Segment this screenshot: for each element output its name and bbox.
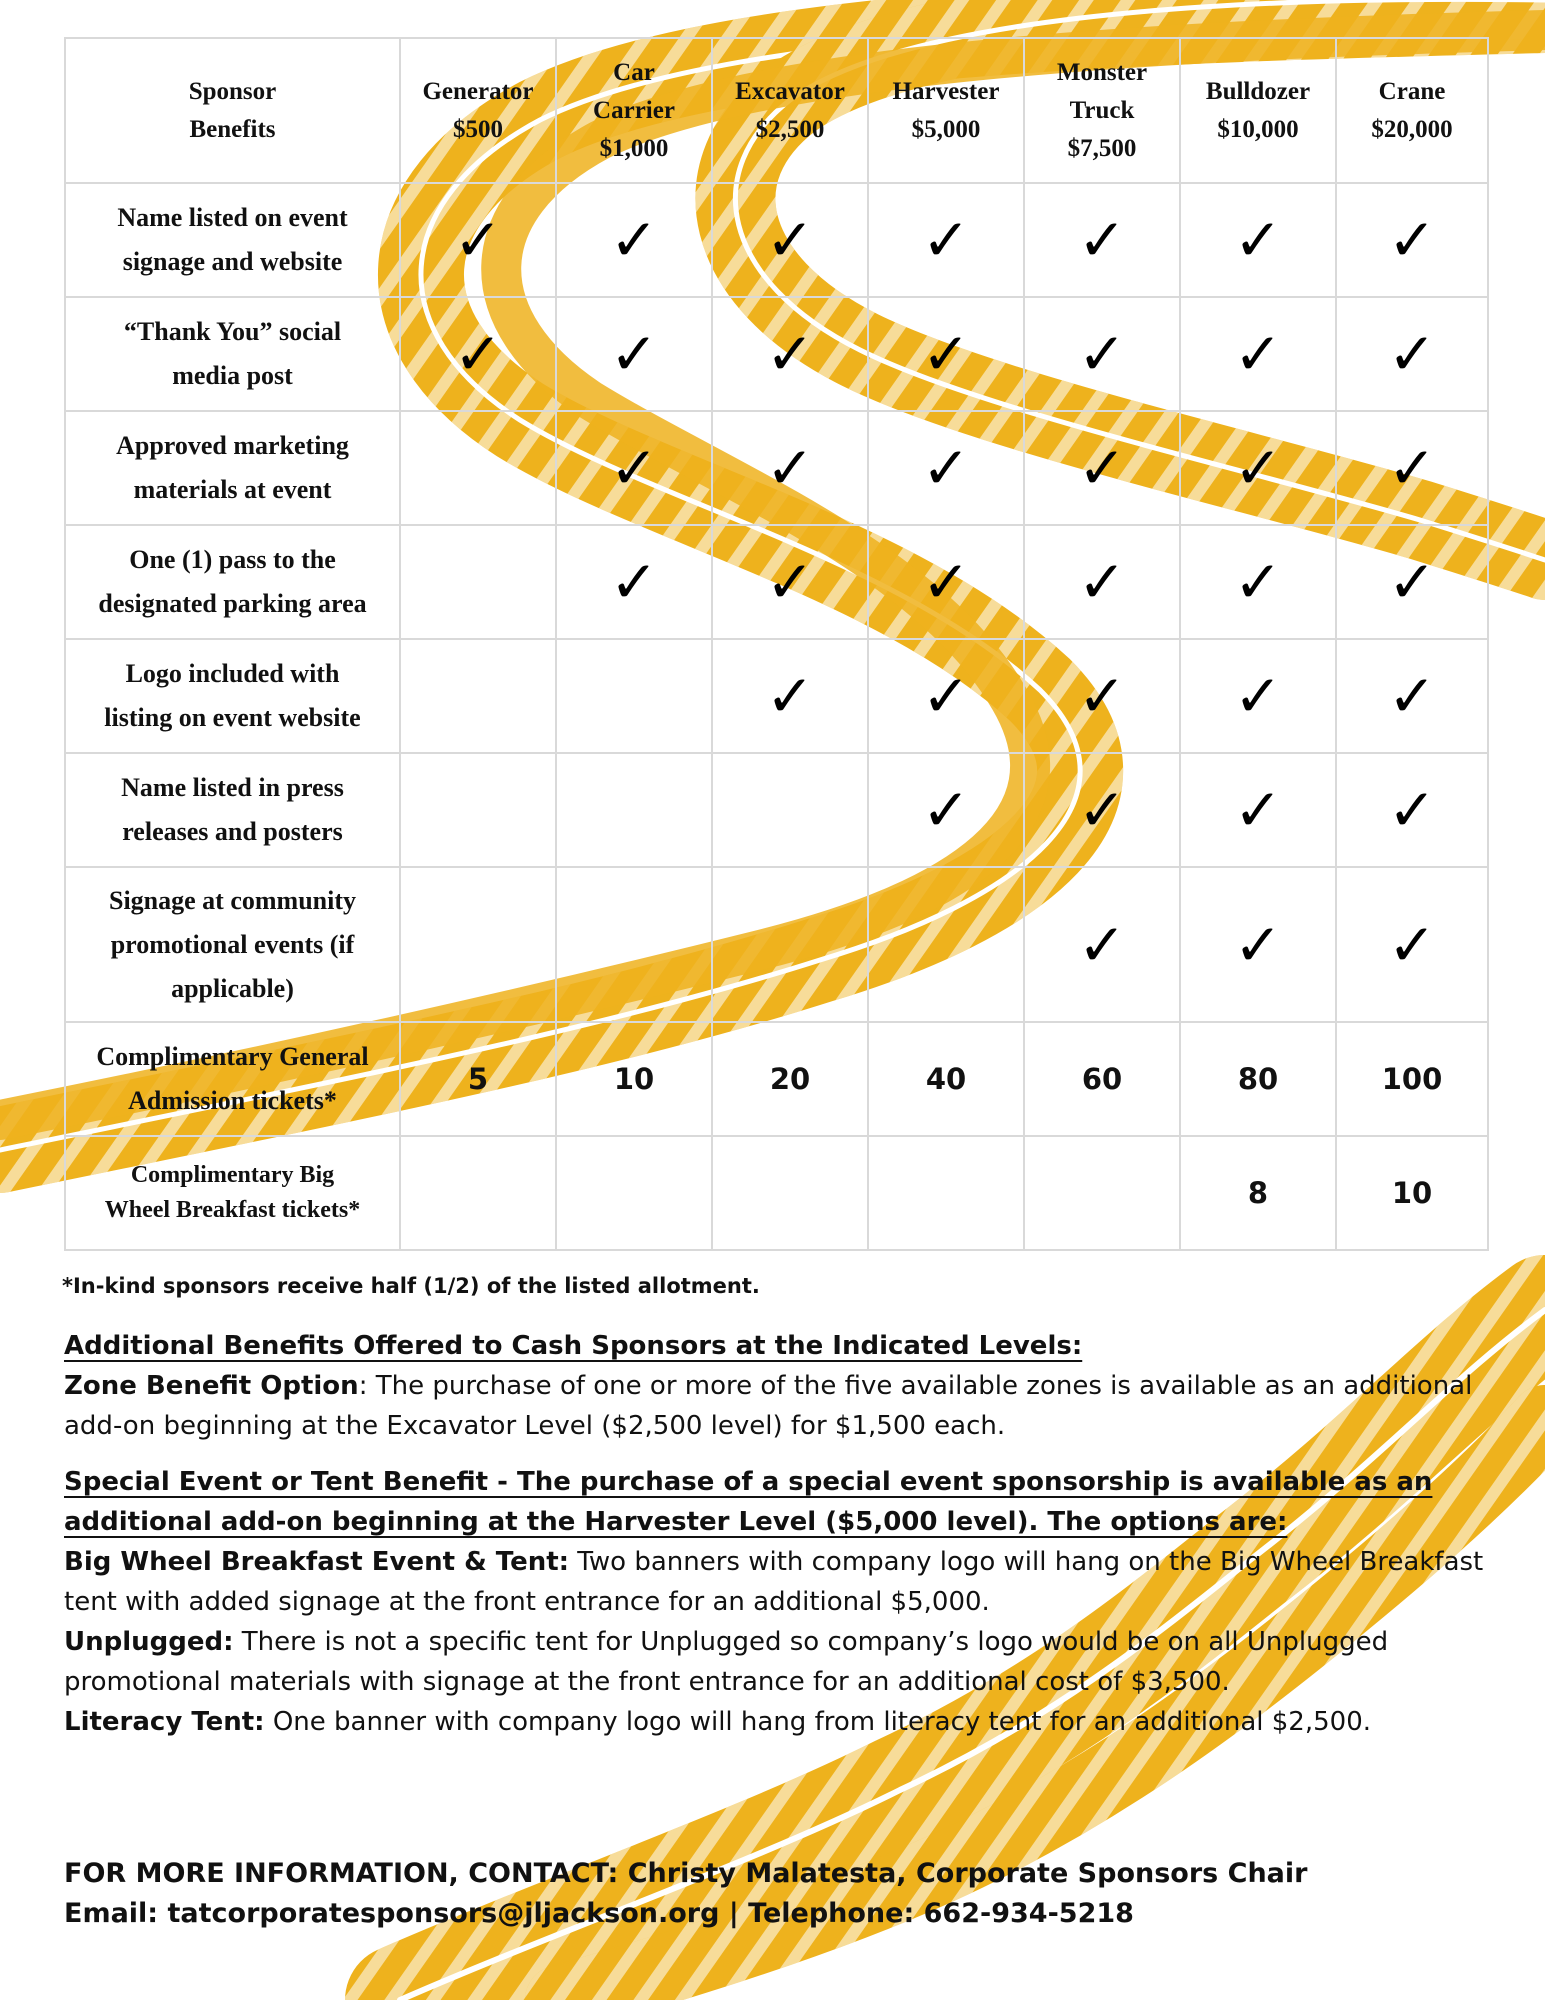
special-event-heading: Special Event or Tent Benefit - The purchase of a special event sponsorship is available as an additional add-on beginning at the Harvester Level ($5,000 level). The options are: — [64, 1467, 1433, 1537]
benefit-label-line: materials at event — [133, 475, 332, 504]
level-amount: $7,500 — [1067, 134, 1137, 162]
level-header-bulldozer — [1180, 38, 1336, 183]
level-name: Crane — [1378, 77, 1446, 105]
checkmark-icon: ✓ — [556, 525, 712, 639]
checkmark-icon: ✓ — [1024, 753, 1180, 867]
benefit-label-line: Name listed in press — [121, 773, 344, 802]
benefit-label-line: promotional events (if — [110, 929, 355, 959]
contact-email-line[interactable]: Email: tatcorporatesponsors@jljackson.org | Telephone: 662-934-5218 — [64, 1898, 1134, 1929]
corner-header-line: Sponsor — [188, 77, 277, 105]
level-amount: $5,000 — [911, 115, 981, 143]
empty-cell — [556, 867, 712, 1022]
option-label: Literacy Tent: — [64, 1707, 265, 1737]
empty-cell — [556, 639, 712, 753]
level-name: Harvester — [892, 77, 1000, 105]
additional-benefits-heading: Additional Benefits Offered to Cash Sponsors at the Indicated Levels: — [64, 1331, 1083, 1361]
ticket-count: 5 — [400, 1022, 556, 1136]
contact-line: FOR MORE INFORMATION, CONTACT: Christy Malatesta, Corporate Sponsors Chair — [64, 1858, 1308, 1889]
level-amount: $500 — [453, 115, 503, 143]
checkmark-icon: ✓ — [1180, 183, 1336, 297]
benefit-label-line: listing on event website — [104, 703, 361, 732]
level-name: Bulldozer — [1205, 77, 1311, 105]
checkmark-icon: ✓ — [868, 753, 1024, 867]
special-event-section — [64, 1462, 1504, 1742]
header-row — [65, 38, 1488, 183]
benefit-label-line: Logo included with — [125, 659, 340, 688]
additional-benefits-section — [64, 1326, 1504, 1446]
table-row — [65, 753, 1488, 867]
ticket-count: 40 — [868, 1022, 1024, 1136]
ticket-count: 8 — [1180, 1136, 1336, 1250]
ticket-count: 20 — [712, 1022, 868, 1136]
benefit-label — [65, 183, 400, 297]
option-label: Unplugged: — [64, 1627, 234, 1657]
level-name: Monster — [1056, 58, 1148, 86]
level-name: Car — [613, 58, 655, 86]
empty-cell — [712, 753, 868, 867]
empty-cell — [400, 411, 556, 525]
level-name: Truck — [1069, 96, 1135, 124]
checkmark-icon: ✓ — [712, 297, 868, 411]
level-amount: $20,000 — [1371, 115, 1453, 143]
level-amount: $2,500 — [755, 115, 825, 143]
benefit-label-line: applicable) — [171, 973, 294, 1003]
checkmark-icon: ✓ — [400, 297, 556, 411]
empty-cell — [400, 867, 556, 1022]
empty-cell — [1024, 1136, 1180, 1250]
option-literacy-tent — [64, 1702, 1504, 1742]
sponsor-benefits-table — [64, 37, 1489, 1251]
checkmark-icon: ✓ — [1024, 525, 1180, 639]
table-row — [65, 525, 1488, 639]
checkmark-icon: ✓ — [1336, 753, 1488, 867]
checkmark-icon: ✓ — [712, 411, 868, 525]
level-header-crane — [1336, 38, 1488, 183]
empty-cell — [556, 1136, 712, 1250]
checkmark-icon: ✓ — [868, 297, 1024, 411]
benefit-label — [65, 1136, 400, 1250]
checkmark-icon: ✓ — [556, 411, 712, 525]
level-amount: $10,000 — [1217, 115, 1299, 143]
zone-benefit-text: : The purchase of one or more of the five available zones is available as an additional add-on beginning at the Excavator Level ($2,500 level) for $1,500 each. — [64, 1371, 1473, 1441]
checkmark-icon: ✓ — [1024, 411, 1180, 525]
zone-benefit-label: Zone Benefit Option — [64, 1371, 359, 1401]
checkmark-icon: ✓ — [868, 411, 1024, 525]
empty-cell — [712, 867, 868, 1022]
option-label: Big Wheel Breakfast Event & Tent: — [64, 1547, 570, 1577]
ticket-count: 60 — [1024, 1022, 1180, 1136]
level-header-car-carrier — [556, 38, 712, 183]
empty-cell — [868, 867, 1024, 1022]
benefit-label-line: Approved marketing — [116, 431, 349, 460]
level-name: Generator — [422, 77, 534, 105]
benefit-label — [65, 867, 400, 1022]
checkmark-icon: ✓ — [1024, 297, 1180, 411]
level-header-excavator — [712, 38, 868, 183]
checkmark-icon: ✓ — [1024, 183, 1180, 297]
checkmark-icon: ✓ — [1024, 639, 1180, 753]
table-row — [65, 183, 1488, 297]
checkmark-icon: ✓ — [1336, 183, 1488, 297]
checkmark-icon: ✓ — [1024, 867, 1180, 1022]
checkmark-icon: ✓ — [1180, 867, 1336, 1022]
checkmark-icon: ✓ — [1336, 411, 1488, 525]
table-row — [65, 867, 1488, 1022]
checkmark-icon: ✓ — [1336, 867, 1488, 1022]
checkmark-icon: ✓ — [556, 183, 712, 297]
benefit-label-line: Signage at community — [109, 885, 356, 915]
option-text: There is not a specific tent for Unplugged so company’s logo would be on all Unplugged promotional materials with signage at the front entrance for an additional cost of $3,500. — [64, 1627, 1389, 1697]
ticket-count: 10 — [1336, 1136, 1488, 1250]
benefit-label — [65, 297, 400, 411]
benefit-label-line: releases and posters — [122, 817, 343, 846]
empty-cell — [556, 753, 712, 867]
benefit-label-line: signage and website — [122, 247, 343, 276]
option-text: One banner with company logo will hang from literacy tent for an additional $2,500. — [264, 1707, 1371, 1737]
ticket-count: 100 — [1336, 1022, 1488, 1136]
table-row — [65, 1136, 1488, 1250]
table-row — [65, 639, 1488, 753]
level-name: Excavator — [735, 77, 845, 105]
checkmark-icon: ✓ — [868, 183, 1024, 297]
benefit-label-line: Complimentary Big — [130, 1162, 335, 1188]
ticket-count: 10 — [556, 1022, 712, 1136]
level-name: Carrier — [593, 96, 675, 124]
empty-cell — [400, 1136, 556, 1250]
benefit-label-line: media post — [172, 361, 293, 390]
option-big-wheel — [64, 1542, 1504, 1622]
benefit-label — [65, 753, 400, 867]
benefit-label — [65, 639, 400, 753]
option-text: Two banners with company logo will hang on the Big Wheel Breakfast tent with added signage at the front entrance for an additional $5,000. — [64, 1547, 1484, 1617]
corner-header — [65, 38, 400, 183]
benefit-label — [65, 411, 400, 525]
checkmark-icon: ✓ — [712, 525, 868, 639]
checkmark-icon: ✓ — [1180, 525, 1336, 639]
empty-cell — [400, 753, 556, 867]
level-header-monster-truck — [1024, 38, 1180, 183]
checkmark-icon: ✓ — [1180, 411, 1336, 525]
checkmark-icon: ✓ — [1180, 639, 1336, 753]
in-kind-footnote: *In-kind sponsors receive half (1/2) of the listed allotment. — [62, 1274, 760, 1298]
option-unplugged — [64, 1622, 1504, 1702]
level-header-harvester — [868, 38, 1024, 183]
benefit-label-line: designated parking area — [98, 589, 367, 618]
level-header-generator — [400, 38, 556, 183]
checkmark-icon: ✓ — [556, 297, 712, 411]
checkmark-icon: ✓ — [712, 183, 868, 297]
zone-benefit-paragraph — [64, 1366, 1504, 1446]
corner-header-line: Benefits — [189, 115, 276, 143]
table-row — [65, 411, 1488, 525]
benefit-label-line: One (1) pass to the — [129, 545, 336, 574]
empty-cell — [400, 525, 556, 639]
benefit-label-line: “Thank You” social — [123, 317, 342, 346]
level-amount: $1,000 — [599, 134, 669, 162]
benefit-label-line: Complimentary General — [96, 1042, 369, 1071]
empty-cell — [712, 1136, 868, 1250]
checkmark-icon: ✓ — [1336, 525, 1488, 639]
checkmark-icon: ✓ — [712, 639, 868, 753]
empty-cell — [400, 639, 556, 753]
benefit-label — [65, 1022, 400, 1136]
benefit-label-line: Name listed on event — [117, 203, 348, 232]
benefit-label-line: Wheel Breakfast tickets* — [104, 1197, 361, 1223]
checkmark-icon: ✓ — [868, 525, 1024, 639]
checkmark-icon: ✓ — [1180, 297, 1336, 411]
checkmark-icon: ✓ — [1180, 753, 1336, 867]
ticket-count: 80 — [1180, 1022, 1336, 1136]
table-row — [65, 1022, 1488, 1136]
checkmark-icon: ✓ — [1336, 297, 1488, 411]
checkmark-icon: ✓ — [1336, 639, 1488, 753]
contact-block — [64, 1854, 1504, 1934]
checkmark-icon: ✓ — [868, 639, 1024, 753]
benefit-label-line: Admission tickets* — [128, 1086, 337, 1115]
table-row — [65, 297, 1488, 411]
checkmark-icon: ✓ — [400, 183, 556, 297]
empty-cell — [868, 1136, 1024, 1250]
benefit-label — [65, 525, 400, 639]
